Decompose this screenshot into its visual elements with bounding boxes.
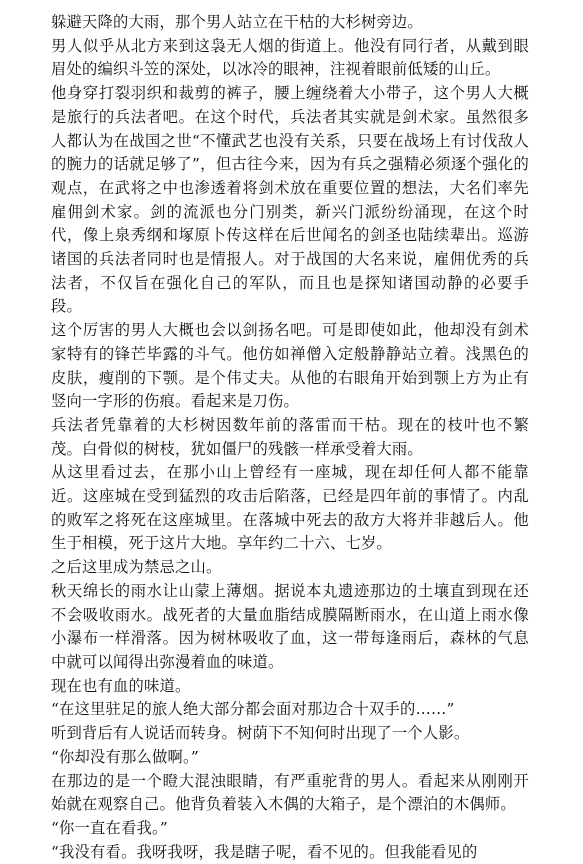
paragraph-6: 从这里看过去，在那小山上曾经有一座城，现在却任何人都不能靠近。这座城在受到猛烈的攻击后陷落，已经是四年前的事情了。内乱的败军之将死在这座城里。在落城中死去的敌方大将并非越后人。他生于相模，死于这片大地。享年约二十六、七岁。 [51,463,529,553]
paragraph-5: 兵法者凭靠着的大杉树因数年前的落雷而干枯。现在的枝叶也不繁茂。白骨似的树枝，犹如僵尸的残骸一样承受着大雨。 [51,415,529,458]
paragraph-11: 听到背后有人说话而转身。树荫下不知何时出现了一个人影。 [51,724,470,743]
paragraph-13: 在那边的是一个瞪大混浊眼睛，有严重驼背的男人。看起来从刚刚开始就在观察自己。他背负着装入木偶的大箱子，是个漂泊的木偶师。 [51,771,529,814]
paragraph-2: 男人似乎从北方来到这袅无人烟的街道上。他没有同行者，从戴到眼眉处的编织斗笠的深处，以冰冷的眼神，注视着眼前低矮的山丘。 [51,36,529,79]
paragraph-3: 他身穿打裂羽织和裁剪的裤子，腰上缠绕着大小带子，这个男人大概是旅行的兵法者吧。在这个时代，兵法者其实就是剑术家。虽然很多人都认为在战国之世“不懂武艺也没有关系，只要在战场上有讨伐敌人的腕力的话就足够了”，但古往今来，因为有兵之强精必须逐个强化的观点，在武将之中也渗透着将剑术放在重要位置的想法，大名们率先雇佣剑术家。剑的流派也分门别类，新兴门派纷纷涌现，在这个时代，像上泉秀纲和塚原卜传这样在后世闻名的剑圣也陆续辈出。巡游诸国的兵法者同时也是情报人。对于战国的大名来说，雇佣优秀的兵法者，不仅旨在强化自己的军队，而且也是探知诸国动静的必要手段。 [51,84,529,316]
paragraph-14: “你一直在看我。” [51,818,168,837]
paragraph-12: “你却没有那么做啊。” [51,747,199,766]
paragraph-1: 躲避天降的大雨，那个男人站立在干枯的大杉树旁边。 [51,13,423,31]
paragraph-10: “在这里驻足的旅人绝大部分都会面对那边合十双手的……” [51,700,455,719]
paragraph-8: 秋天绵长的雨水让山蒙上薄烟。据说本丸遗迹那边的土壤直到现在还不会吸收雨水。战死者的大量血脂结成膜隔断雨水，在山道上雨水像小瀑布一样滑落。因为树林吸收了血，这一带每逢雨后，森林的气息中就可以闻得出弥漫着血的味道。 [51,581,529,671]
paragraph-15: “我没有看。我呀我呀，我是瞎子呢，看不见的。但我能看见的 [51,842,478,861]
paragraph-4: 这个厉害的男人大概也会以剑扬名吧。可是即使如此，他却没有剑术家特有的锋芒毕露的斗气。他仿如禅僧入定般静静站立着。浅黑色的皮肤，瘦削的下颚。是个伟丈夫。从他的右眼角开始到颚上方为止有竖向一字形的伤痕。看起来是刀伤。 [51,321,529,411]
paragraph-9: 现在也有血的味道。 [51,676,191,695]
paragraph-7: 之后这里成为禁忌之山。 [51,558,222,577]
document-page [51,11,529,864]
